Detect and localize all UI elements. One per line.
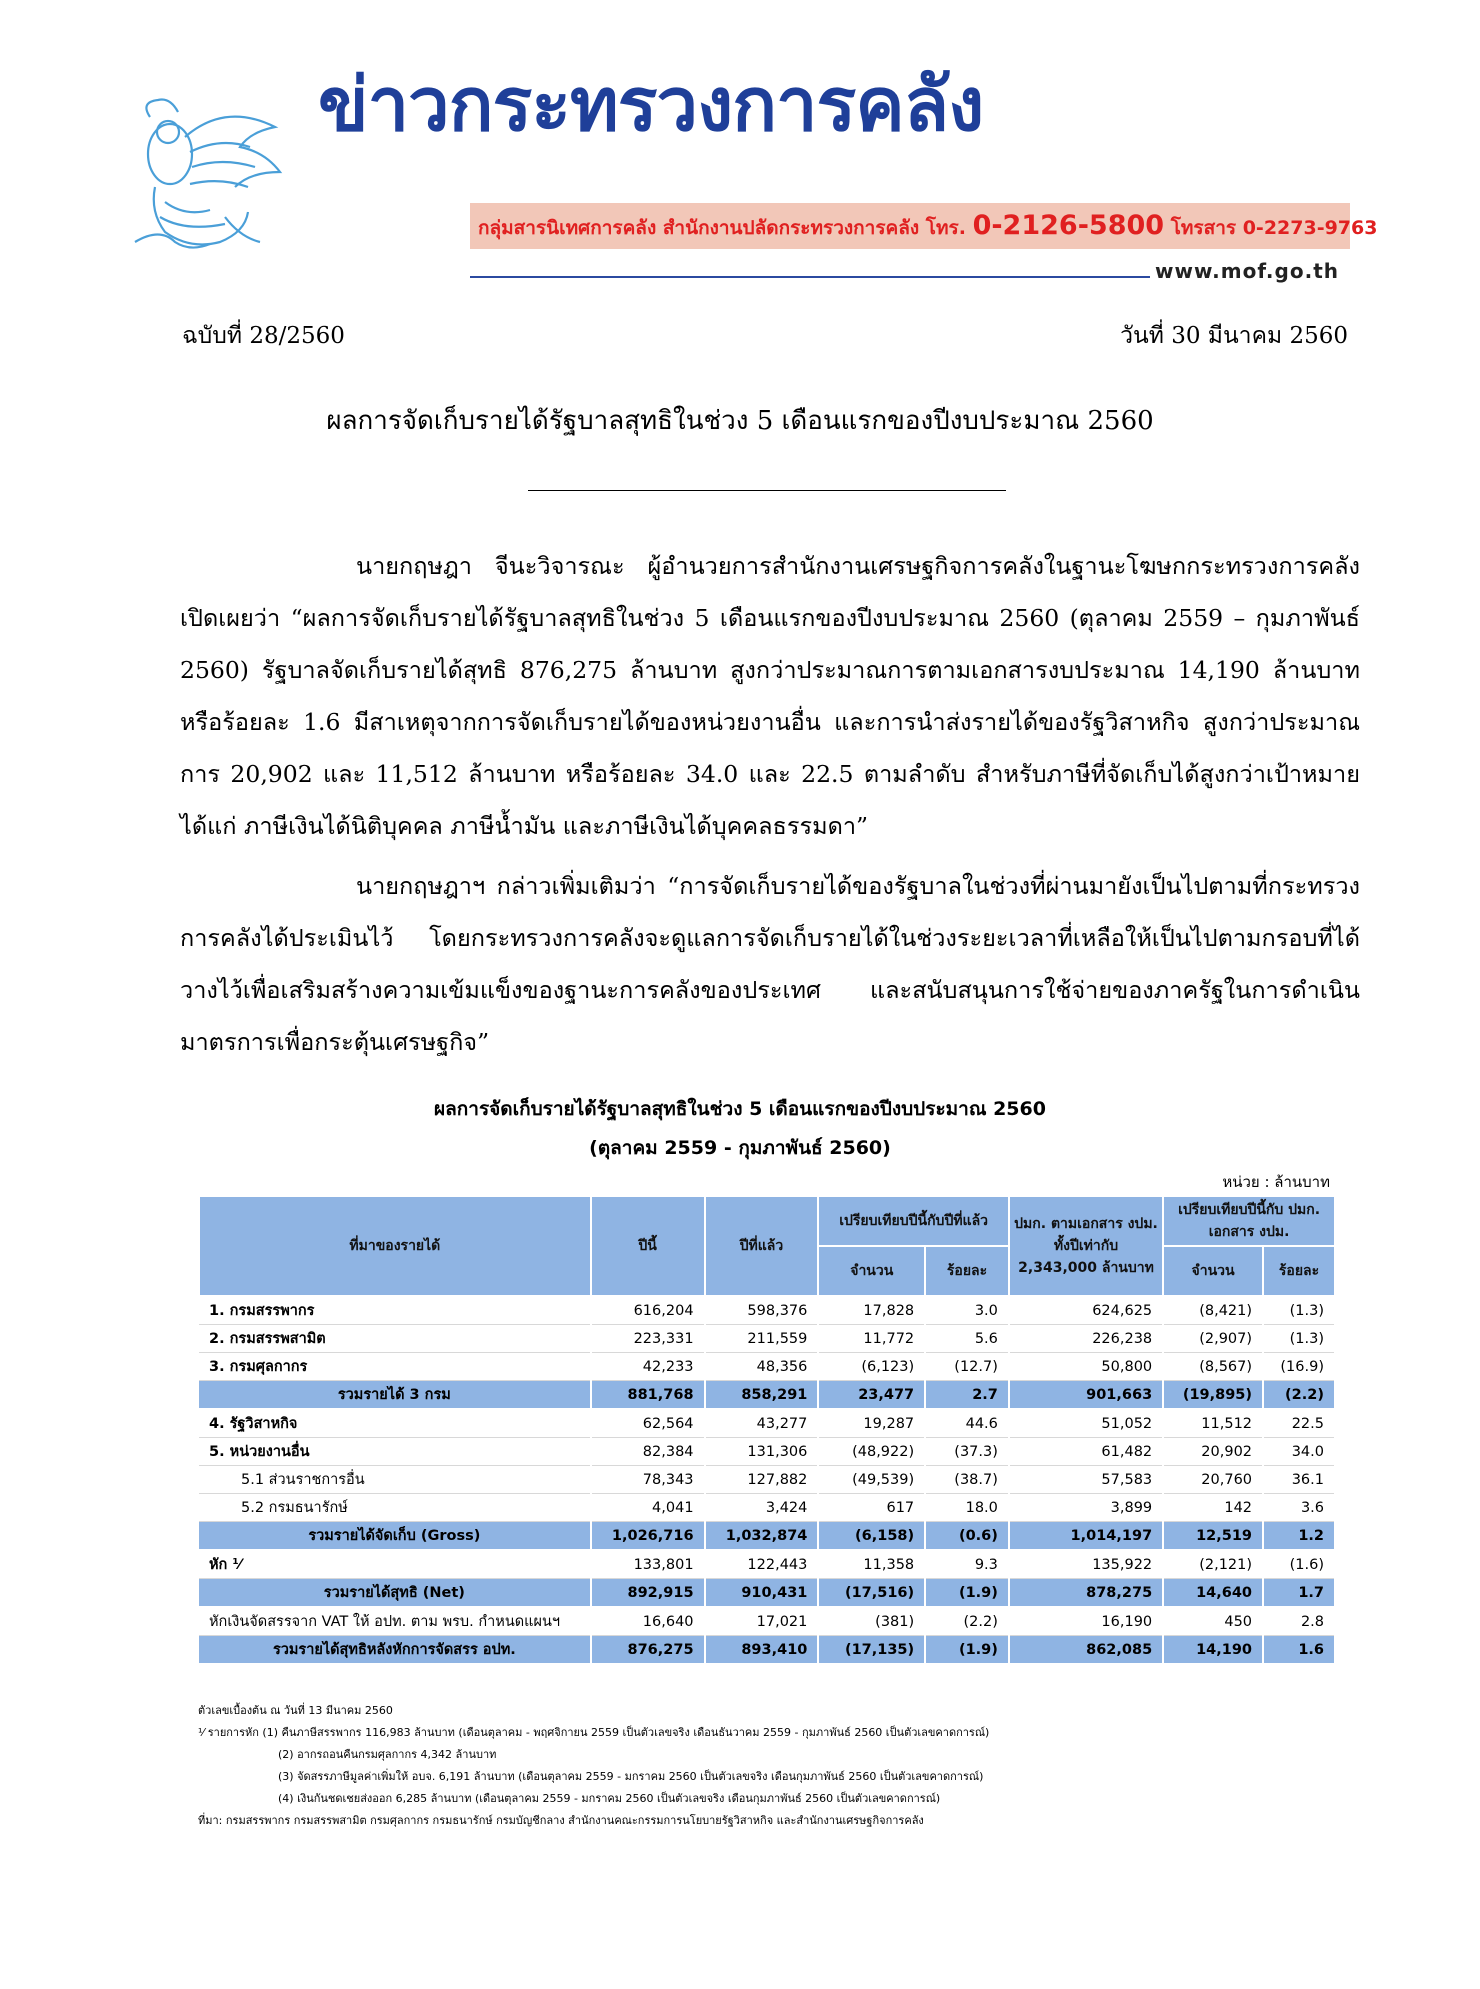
table-cell: 9.3	[925, 1550, 1009, 1579]
table-cell: (19,895)	[1163, 1381, 1263, 1410]
header-source: ที่มาของรายได้	[199, 1196, 591, 1296]
table-cell: 3.0	[925, 1296, 1009, 1325]
table-cell: 133,801	[591, 1550, 705, 1579]
header-this-year: ปีนี้	[591, 1196, 705, 1296]
table-cell: 2.7	[925, 1381, 1009, 1410]
table-cell: 11,512	[1163, 1409, 1263, 1438]
table-cell: 18.0	[925, 1494, 1009, 1522]
table-cell: 16,190	[1009, 1607, 1163, 1636]
table-cell: (38.7)	[925, 1466, 1009, 1494]
page-title: ผลการจัดเก็บรายได้รัฐบาลสุทธิในช่วง 5 เดือนแรกของปีงบประมาณ 2560	[326, 406, 1154, 436]
table-cell: 131,306	[705, 1438, 819, 1466]
table-cell: 1.6	[1263, 1636, 1335, 1665]
masthead-phone: 0-2126-5800	[972, 210, 1165, 241]
table-cell: 3,424	[705, 1494, 819, 1522]
table-cell: 36.1	[1263, 1466, 1335, 1494]
table-cell: 12,519	[1163, 1522, 1263, 1551]
table-cell: (6,123)	[818, 1353, 925, 1381]
table-cell: 881,768	[591, 1381, 705, 1410]
table-cell: 893,410	[705, 1636, 819, 1665]
table-cell: 78,343	[591, 1466, 705, 1494]
header-last-year: ปีที่แล้ว	[705, 1196, 819, 1296]
row-label: รวมรายได้สุทธิหลังหักการจัดสรร อปท.	[199, 1636, 591, 1665]
table-cell: (1.9)	[925, 1636, 1009, 1665]
paragraph-2-text: นายกฤษฎาฯ กล่าวเพิ่มเติมว่า “การจัดเก็บรายได้ของรัฐบาลในช่วงที่ผ่านมายังเป็นไปตามที่กระทรวงการคลังได้ประเมินไว้ โดยกระทรวงการคลังจะดูแลการจัดเก็บรายได้ในช่วงระยะเวลาที่เหลือให้เป็นไปตามกรอบที่ได้วางไว้เพื่อเสริมสร้างความเข้มแข็งของฐานะการคลังของประเทศ และสนับสนุนการใช้จ่ายของภาครัฐในการดำเนินมาตรการเพื่อกระตุ้นเศรษฐกิจ”	[180, 872, 1360, 1056]
table-cell: (12.7)	[925, 1353, 1009, 1381]
table-row	[199, 1353, 1335, 1381]
table-cell: (6,158)	[818, 1522, 925, 1551]
table-cell: 4,041	[591, 1494, 705, 1522]
row-label: 2. กรมสรรพสามิต	[199, 1325, 591, 1353]
table-cell: (37.3)	[925, 1438, 1009, 1466]
table-cell: 127,882	[705, 1466, 819, 1494]
table-cell: 450	[1163, 1607, 1263, 1636]
table-cell: 1.2	[1263, 1522, 1335, 1551]
table-cell: (17,516)	[818, 1579, 925, 1608]
issue-number: ฉบับที่ 28/2560	[182, 323, 345, 349]
row-label: หักเงินจัดสรรจาก VAT ให้ อปท. ตาม พรบ. กำหนดแผนฯ	[199, 1607, 591, 1636]
table-cell: 1,032,874	[705, 1522, 819, 1551]
row-label: หัก ¹⁄	[199, 1550, 591, 1579]
table-cell: (2.2)	[1263, 1381, 1335, 1410]
table-cell: (2,907)	[1163, 1325, 1263, 1353]
masthead-fax: โทรสาร 0-2273-9763	[1170, 217, 1378, 239]
table-cell: 617	[818, 1494, 925, 1522]
table-unit: หน่วย : ล้านบาท	[1222, 1173, 1330, 1191]
table-row	[199, 1522, 1335, 1551]
note-line: (3) จัดสรรภาษีมูลค่าเพิ่มให้ อบจ. 6,191 ล้านบาท (เดือนตุลาคม 2559 - มกราคม 2560 เป็นตัวเลขจริง เดือนกุมภาพันธ์ 2560 เป็นตัวเลขคาดการณ์)	[278, 1770, 984, 1783]
header-amount: จำนวน	[1163, 1246, 1263, 1296]
table-cell: (17,135)	[818, 1636, 925, 1665]
table-row	[199, 1636, 1335, 1665]
table-row	[199, 1438, 1335, 1466]
table-cell: 616,204	[591, 1296, 705, 1325]
table-cell: 876,275	[591, 1636, 705, 1665]
table-cell: 1,014,197	[1009, 1522, 1163, 1551]
table-cell: (1.3)	[1263, 1296, 1335, 1325]
table-notes	[198, 1700, 989, 1832]
table-cell: (1.9)	[925, 1579, 1009, 1608]
header-percent: ร้อยละ	[1263, 1246, 1335, 1296]
table-subtitle: (ตุลาคม 2559 - กุมภาพันธ์ 2560)	[589, 1137, 891, 1159]
row-label: 3. กรมศุลกากร	[199, 1353, 591, 1381]
table-cell: (16.9)	[1263, 1353, 1335, 1381]
garuda-logo-icon	[130, 92, 285, 252]
table-cell: 862,085	[1009, 1636, 1163, 1665]
table-cell: 624,625	[1009, 1296, 1163, 1325]
row-label: 5.2 กรมธนารักษ์	[199, 1494, 591, 1522]
table-cell: 11,772	[818, 1325, 925, 1353]
note-line: (2) อากรถอนคืนกรมศุลกากร 4,342 ล้านบาท	[278, 1748, 497, 1761]
table-cell: 2.8	[1263, 1607, 1335, 1636]
table-cell: 901,663	[1009, 1381, 1163, 1410]
masthead-divider	[470, 276, 1150, 278]
table-cell: 20,760	[1163, 1466, 1263, 1494]
table-cell: (49,539)	[818, 1466, 925, 1494]
table-cell: 14,190	[1163, 1636, 1263, 1665]
table-cell: 57,583	[1009, 1466, 1163, 1494]
row-label: 5.1 ส่วนราชการอื่น	[199, 1466, 591, 1494]
header-budget-estimate: ปมก. ตามเอกสาร งปม. ทั้งปีเท่ากับ 2,343,000 ล้านบาท	[1009, 1196, 1163, 1296]
table-cell: 20,902	[1163, 1438, 1263, 1466]
note-line: (4) เงินกันชดเชยส่งออก 6,285 ล้านบาท (เดือนตุลาคม 2559 - มกราคม 2560 เป็นตัวเลขจริง เดือนกุมภาพันธ์ 2560 เป็นตัวเลขคาดการณ์)	[278, 1792, 941, 1805]
note-line: ¹⁄ รายการหัก (1) คืนภาษีสรรพากร 116,983 ล้านบาท (เดือนตุลาคม - พฤศจิกายน 2559 เป็นตัวเลขจริง เดือนธันวาคม 2559 - กุมภาพันธ์ 2560 เป็นตัวเลขคาดการณ์)	[198, 1726, 990, 1739]
table-cell: 19,287	[818, 1409, 925, 1438]
revenue-table	[198, 1195, 1336, 1665]
table-row	[199, 1607, 1335, 1636]
table-row	[199, 1494, 1335, 1522]
table-cell: 223,331	[591, 1325, 705, 1353]
table-row	[199, 1466, 1335, 1494]
table-cell: 1.7	[1263, 1579, 1335, 1608]
masthead-url: www.mof.go.th	[1155, 259, 1339, 283]
table-cell: 211,559	[705, 1325, 819, 1353]
paragraph-1-text: นายกฤษฎา จีนะวิจารณะ ผู้อำนวยการสำนักงานเศรษฐกิจการคลังในฐานะโฆษกกระทรวงการคลังเปิดเผยว่า “ผลการจัดเก็บรายได้รัฐบาลสุทธิในช่วง 5 เดือนแรกของปีงบประมาณ 2560 (ตุลาคม 2559 – กุมภาพันธ์ 2560) รัฐบาลจัดเก็บรายได้สุทธิ 876,275 ล้านบาท สูงกว่าประมาณการตามเอกสารงบประมาณ 14,190 ล้านบาท หรือร้อยละ 1.6 มีสาเหตุจากการจัดเก็บรายได้ของหน่วยงานอื่น และการนำส่งรายได้ของรัฐวิสาหกิจ สูงกว่าประมาณการ 20,902 และ 11,512 ล้านบาท หรือร้อยละ 34.0 และ 22.5 ตามลำดับ สำหรับภาษีที่จัดเก็บได้สูงกว่าเป้าหมาย ได้แก่ ภาษีเงินได้นิติบุคคล ภาษีน้ำมัน และภาษีเงินได้บุคคลธรรมดา”	[180, 552, 1360, 840]
masthead-contact-text: กลุ่มสารนิเทศการคลัง สำนักงานปลัดกระทรวงการคลัง โทร.	[478, 217, 966, 239]
table-cell: 878,275	[1009, 1579, 1163, 1608]
table-cell: (0.6)	[925, 1522, 1009, 1551]
masthead-contact	[478, 208, 1377, 246]
row-label: 1. กรมสรรพากร	[199, 1296, 591, 1325]
table-title: ผลการจัดเก็บรายได้รัฐบาลสุทธิในช่วง 5 เดือนแรกของปีงบประมาณ 2560	[434, 1098, 1046, 1120]
table-cell: 43,277	[705, 1409, 819, 1438]
table-cell: 48,356	[705, 1353, 819, 1381]
masthead-title: ข่าวกระทรวงการคลัง	[318, 62, 984, 148]
table-cell: 44.6	[925, 1409, 1009, 1438]
row-label: รวมรายได้จัดเก็บ (Gross)	[199, 1522, 591, 1551]
table-cell: (8,567)	[1163, 1353, 1263, 1381]
header-amount: จำนวน	[818, 1246, 925, 1296]
table-cell: 23,477	[818, 1381, 925, 1410]
paragraph-2	[180, 860, 1360, 1068]
table-row	[199, 1296, 1335, 1325]
table-cell: 858,291	[705, 1381, 819, 1410]
table-cell: (8,421)	[1163, 1296, 1263, 1325]
issue-date: วันที่ 30 มีนาคม 2560	[1120, 323, 1348, 349]
table-cell: 910,431	[705, 1579, 819, 1608]
note-line: ที่มา: กรมสรรพากร กรมสรรพสามิต กรมศุลกากร กรมธนารักษ์ กรมบัญชีกลาง สำนักงานคณะกรรมการนโยบายรัฐวิสาหกิจ และสำนักงานเศรษฐกิจการคลัง	[198, 1814, 924, 1827]
header-percent: ร้อยละ	[925, 1246, 1009, 1296]
table-row	[199, 1381, 1335, 1410]
header-compare-last-year: เปรียบเทียบปีนี้กับปีที่แล้ว	[818, 1196, 1009, 1246]
table-cell: 61,482	[1009, 1438, 1163, 1466]
table-cell: 3,899	[1009, 1494, 1163, 1522]
table-cell: 22.5	[1263, 1409, 1335, 1438]
table-cell: (1.6)	[1263, 1550, 1335, 1579]
table-cell: 122,443	[705, 1550, 819, 1579]
table-cell: 17,828	[818, 1296, 925, 1325]
row-label: รวมรายได้ 3 กรม	[199, 1381, 591, 1410]
table-cell: 11,358	[818, 1550, 925, 1579]
table-cell: 62,564	[591, 1409, 705, 1438]
table-cell: 135,922	[1009, 1550, 1163, 1579]
table-cell: (2,121)	[1163, 1550, 1263, 1579]
row-label: 5. หน่วยงานอื่น	[199, 1438, 591, 1466]
table-cell: 598,376	[705, 1296, 819, 1325]
table-row	[199, 1325, 1335, 1353]
revenue-table-body	[199, 1296, 1335, 1664]
table-cell: 34.0	[1263, 1438, 1335, 1466]
table-row	[199, 1550, 1335, 1579]
table-cell: 42,233	[591, 1353, 705, 1381]
table-cell: 50,800	[1009, 1353, 1163, 1381]
table-cell: (48,922)	[818, 1438, 925, 1466]
table-cell: (1.3)	[1263, 1325, 1335, 1353]
table-cell: 17,021	[705, 1607, 819, 1636]
table-cell: 226,238	[1009, 1325, 1163, 1353]
paragraph-1	[180, 540, 1360, 852]
table-cell: 16,640	[591, 1607, 705, 1636]
table-cell: 5.6	[925, 1325, 1009, 1353]
title-divider	[528, 490, 1006, 491]
table-cell: (2.2)	[925, 1607, 1009, 1636]
note-line: ตัวเลขเบื้องต้น ณ วันที่ 13 มีนาคม 2560	[198, 1704, 393, 1717]
row-label: 4. รัฐวิสาหกิจ	[199, 1409, 591, 1438]
table-cell: 1,026,716	[591, 1522, 705, 1551]
row-label: รวมรายได้สุทธิ (Net)	[199, 1579, 591, 1608]
table-cell: 82,384	[591, 1438, 705, 1466]
table-cell: 51,052	[1009, 1409, 1163, 1438]
table-row	[199, 1579, 1335, 1608]
table-cell: 14,640	[1163, 1579, 1263, 1608]
table-cell: 3.6	[1263, 1494, 1335, 1522]
table-cell: 142	[1163, 1494, 1263, 1522]
table-cell: 892,915	[591, 1579, 705, 1608]
header-compare-budget: เปรียบเทียบปีนี้กับ ปมก. เอกสาร งปม.	[1163, 1196, 1335, 1246]
table-cell: (381)	[818, 1607, 925, 1636]
table-row	[199, 1409, 1335, 1438]
